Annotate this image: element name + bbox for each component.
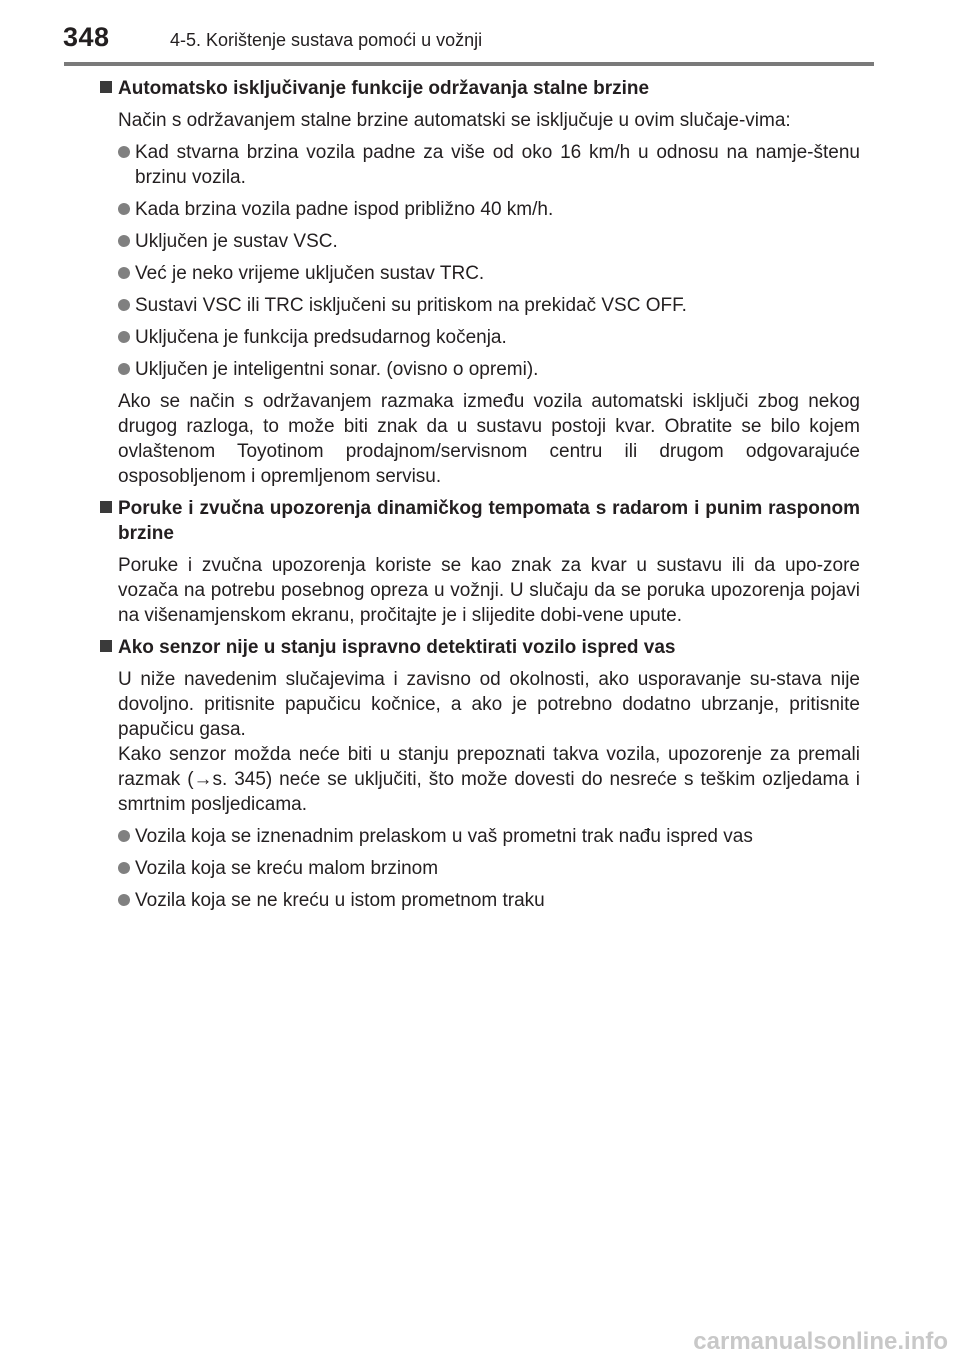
section-heading: Ako senzor nije u stanju ispravno detektirati vozilo ispred vas — [100, 635, 860, 660]
dot-bullet-icon — [118, 363, 130, 375]
square-bullet-icon — [100, 81, 112, 93]
section-intro: Način s održavanjem stalne brzine automatski se isključuje u ovim slučaje-vima: — [118, 110, 791, 131]
watermark: carmanualsonline.info — [693, 1328, 948, 1355]
dot-bullet-icon — [118, 331, 130, 343]
vehicle-list — [100, 824, 860, 913]
square-bullet-icon — [100, 501, 112, 513]
dot-bullet-icon — [118, 235, 130, 247]
section-intro: U niže navedenim slučajevima i zavisno od okolnosti, ako usporavanje su-stava nije dovoljno. pritisnite papučicu kočnice, a ako je potrebno dodatno ubrzanje, pritisnite papučicu gasa. — [118, 669, 860, 740]
dot-bullet-icon — [118, 830, 130, 842]
dot-bullet-icon — [118, 146, 130, 158]
condition-list — [100, 140, 860, 382]
list-item: Kad stvarna brzina vozila padne za više od oko 16 km/h u odnosu na namje-štenu brzinu vozila. — [100, 140, 860, 190]
list-item: Vozila koja se ne kreću u istom prometnom traku — [100, 888, 860, 913]
square-bullet-icon — [100, 640, 112, 652]
dot-bullet-icon — [118, 862, 130, 874]
section-intro-continued: Kako senzor možda neće biti u stanju prepoznati takva vozila, upozorenje za premali razmak (→s. 345) neće se uključiti, što može dovesti do nesreće s teškim ozljedama i smrtnim posljedicama. — [118, 744, 860, 815]
list-item: Vozila koja se iznenadnim prelaskom u vaš prometni trak nađu ispred vas — [100, 824, 860, 849]
section-heading: Poruke i zvučna upozorenja dinamičkog tempomata s radarom i punim rasponom brzine — [100, 496, 860, 546]
list-item: Sustavi VSC ili TRC isključeni su pritiskom na prekidač VSC OFF. — [100, 293, 860, 318]
section-intro: Poruke i zvučna upozorenja koriste se kao znak za kvar u sustavu ili da upo-zore vozača na potrebu posebnog opreza u vožnji. U slučaju da se poruka upozorenja pojavi na višenamjenskom ekranu, pročitajte je i slijedite dobi-vene upute. — [118, 555, 860, 626]
section-sensor-detection — [100, 635, 860, 913]
section-messages-warnings — [100, 496, 860, 628]
list-item: Uključena je funkcija predsudarnog kočenja. — [100, 325, 860, 350]
list-item: Kada brzina vozila padne ispod približno 40 km/h. — [100, 197, 860, 222]
list-item: Već je neko vrijeme uključen sustav TRC. — [100, 261, 860, 286]
chapter-title: 4-5. Korištenje sustava pomoći u vožnji — [170, 30, 483, 50]
section-outro: Ako se način s održavanjem razmaka između vozila automatski isključi zbog nekog drugog razloga, to može biti znak da u sustavu postoji kvar. Obratite se bilo kojem ovlaštenom Toyotinom prodajnom/servisnom centru ili drugom odgovarajuće osposobljenom i opremljenom servisu. — [118, 391, 860, 487]
dot-bullet-icon — [118, 894, 130, 906]
dot-bullet-icon — [118, 267, 130, 279]
section-heading: Automatsko isključivanje funkcije održavanja stalne brzine — [100, 76, 860, 101]
page-body — [100, 76, 860, 920]
list-item: Uključen je inteligentni sonar. (ovisno o opremi). — [100, 357, 860, 382]
dot-bullet-icon — [118, 203, 130, 215]
section-auto-cancel — [100, 76, 860, 489]
page-number: 348 — [63, 22, 110, 52]
page-header — [0, 0, 960, 68]
list-item: Uključen je sustav VSC. — [100, 229, 860, 254]
header-divider — [64, 62, 874, 66]
list-item: Vozila koja se kreću malom brzinom — [100, 856, 860, 881]
dot-bullet-icon — [118, 299, 130, 311]
